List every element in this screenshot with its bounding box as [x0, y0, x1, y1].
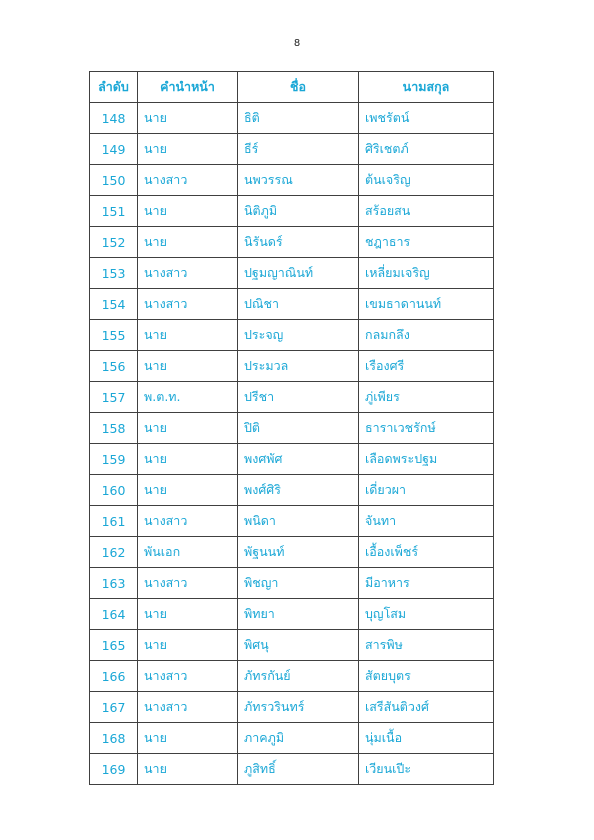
- row-title: นางสาว: [138, 289, 238, 320]
- row-last-name: ธาราเวชรักษ์: [359, 413, 494, 444]
- row-first-name: พนิดา: [238, 506, 359, 537]
- row-number: 154: [90, 289, 138, 320]
- row-number: 149: [90, 134, 138, 165]
- row-number: 167: [90, 692, 138, 723]
- row-title: นางสาว: [138, 258, 238, 289]
- table-row: [90, 692, 494, 723]
- row-first-name: ภัทรวรินทร์: [238, 692, 359, 723]
- table-row: [90, 506, 494, 537]
- row-first-name: พิทยา: [238, 599, 359, 630]
- row-title: พันเอก: [138, 537, 238, 568]
- row-title: นางสาว: [138, 165, 238, 196]
- row-last-name: ต้นเจริญ: [359, 165, 494, 196]
- row-last-name: เดี่ยวผา: [359, 475, 494, 506]
- row-first-name: นิติภูมิ: [238, 196, 359, 227]
- table-row: [90, 258, 494, 289]
- table-row: [90, 599, 494, 630]
- table-row: [90, 196, 494, 227]
- row-first-name: พงศ์ศิริ: [238, 475, 359, 506]
- row-title: นาย: [138, 630, 238, 661]
- row-last-name: เพชรัตน์: [359, 103, 494, 134]
- row-first-name: พัฐนนท์: [238, 537, 359, 568]
- table-row: [90, 475, 494, 506]
- table-row: [90, 289, 494, 320]
- row-last-name: เอื้องเพ็ชร์: [359, 537, 494, 568]
- table-row: [90, 382, 494, 413]
- row-number: 150: [90, 165, 138, 196]
- header-number: ลำดับ: [90, 72, 138, 103]
- row-first-name: ประมวล: [238, 351, 359, 382]
- row-last-name: สารพิษ: [359, 630, 494, 661]
- row-title: นางสาว: [138, 568, 238, 599]
- row-first-name: ปิติ: [238, 413, 359, 444]
- row-title: นางสาว: [138, 692, 238, 723]
- row-first-name: พงศพัศ: [238, 444, 359, 475]
- table-row: [90, 444, 494, 475]
- row-number: 159: [90, 444, 138, 475]
- row-title: นาย: [138, 413, 238, 444]
- row-number: 148: [90, 103, 138, 134]
- row-title: นาย: [138, 754, 238, 785]
- row-title: พ.ต.ท.: [138, 382, 238, 413]
- row-number: 155: [90, 320, 138, 351]
- row-title: นาย: [138, 196, 238, 227]
- row-title: นาย: [138, 723, 238, 754]
- row-last-name: กลมกลึง: [359, 320, 494, 351]
- table-row: [90, 351, 494, 382]
- row-number: 152: [90, 227, 138, 258]
- row-title: นาย: [138, 227, 238, 258]
- header-first-name: ชื่อ: [238, 72, 359, 103]
- row-number: 157: [90, 382, 138, 413]
- row-last-name: เวียนเปีะ: [359, 754, 494, 785]
- row-last-name: นุ่มเนื้อ: [359, 723, 494, 754]
- table-row: [90, 754, 494, 785]
- row-number: 163: [90, 568, 138, 599]
- row-first-name: ภัทรกันย์: [238, 661, 359, 692]
- page-number: 8: [293, 38, 301, 49]
- row-first-name: ปณิชา: [238, 289, 359, 320]
- row-first-name: ประจญ: [238, 320, 359, 351]
- table-row: [90, 723, 494, 754]
- row-last-name: สร้อยสน: [359, 196, 494, 227]
- table-row: [90, 320, 494, 351]
- row-first-name: พิศนุ: [238, 630, 359, 661]
- row-number: 166: [90, 661, 138, 692]
- header-last-name: นามสกุล: [359, 72, 494, 103]
- row-last-name: สัตยบุตร: [359, 661, 494, 692]
- row-number: 162: [90, 537, 138, 568]
- table-row: [90, 568, 494, 599]
- row-last-name: ศิริเชตภ์: [359, 134, 494, 165]
- row-number: 168: [90, 723, 138, 754]
- row-first-name: ภูสิทธิ์: [238, 754, 359, 785]
- table-row: [90, 661, 494, 692]
- table-row: [90, 165, 494, 196]
- row-last-name: เขมธาดานนท์: [359, 289, 494, 320]
- row-number: 151: [90, 196, 138, 227]
- row-title: นาย: [138, 134, 238, 165]
- row-last-name: เลือดพระปฐม: [359, 444, 494, 475]
- table-row: [90, 537, 494, 568]
- table-row: [90, 103, 494, 134]
- row-title: นางสาว: [138, 661, 238, 692]
- row-first-name: ปฐมญาณินท์: [238, 258, 359, 289]
- row-last-name: มีอาหาร: [359, 568, 494, 599]
- row-first-name: พิชญา: [238, 568, 359, 599]
- row-last-name: ชฎาธาร: [359, 227, 494, 258]
- table-row: [90, 413, 494, 444]
- table-row: [90, 134, 494, 165]
- row-number: 153: [90, 258, 138, 289]
- row-title: นาย: [138, 475, 238, 506]
- row-number: 160: [90, 475, 138, 506]
- table-row: [90, 227, 494, 258]
- row-first-name: นพวรรณ: [238, 165, 359, 196]
- table-header-row: [90, 72, 494, 103]
- row-title: นาย: [138, 444, 238, 475]
- table-body: [90, 103, 494, 785]
- row-first-name: ภาคภูมิ: [238, 723, 359, 754]
- name-list-table: [89, 71, 494, 785]
- row-last-name: ภู่เพียร: [359, 382, 494, 413]
- row-number: 161: [90, 506, 138, 537]
- table-row: [90, 630, 494, 661]
- row-last-name: จันทา: [359, 506, 494, 537]
- row-last-name: บุญโสม: [359, 599, 494, 630]
- row-title: นาย: [138, 103, 238, 134]
- row-first-name: ปรีชา: [238, 382, 359, 413]
- row-title: นางสาว: [138, 506, 238, 537]
- row-first-name: ธีร์: [238, 134, 359, 165]
- row-title: นาย: [138, 351, 238, 382]
- row-number: 165: [90, 630, 138, 661]
- row-number: 164: [90, 599, 138, 630]
- row-first-name: ธิติ: [238, 103, 359, 134]
- row-title: นาย: [138, 599, 238, 630]
- row-last-name: เรืองศรี: [359, 351, 494, 382]
- header-title: คำนำหน้า: [138, 72, 238, 103]
- row-last-name: เสรีสันติวงศ์: [359, 692, 494, 723]
- row-last-name: เหลี่ยมเจริญ: [359, 258, 494, 289]
- row-first-name: นิรันดร์: [238, 227, 359, 258]
- row-number: 156: [90, 351, 138, 382]
- row-number: 169: [90, 754, 138, 785]
- row-number: 158: [90, 413, 138, 444]
- row-title: นาย: [138, 320, 238, 351]
